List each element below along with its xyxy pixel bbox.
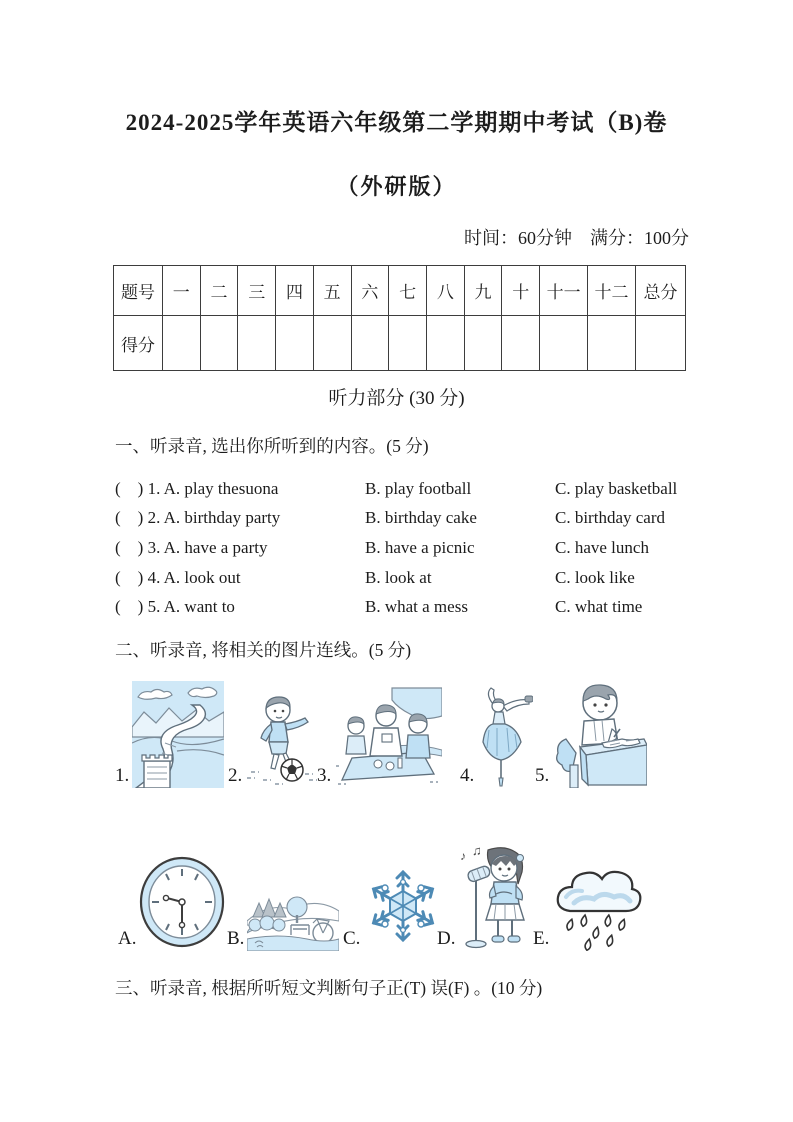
- family-picnic-icon: [334, 686, 442, 788]
- score-table-col: 八: [426, 266, 464, 316]
- picture-number: 1.: [115, 765, 130, 786]
- pictures-row-2: [115, 843, 695, 951]
- picture-number: 3.: [317, 765, 332, 786]
- option-a: A. want to: [163, 597, 235, 617]
- score-input-cell: [502, 316, 540, 371]
- option-a: A. look out: [163, 567, 241, 587]
- score-table-col: 十一: [540, 266, 588, 316]
- park-lake-icon: [247, 881, 339, 951]
- option-b: B. play football: [365, 478, 472, 498]
- svg-text:♪: ♪: [460, 849, 467, 863]
- score-table-col: 七: [389, 266, 427, 316]
- question-row: [115, 592, 690, 622]
- score-table-col: 四: [276, 266, 314, 316]
- answer-bracket: ( ) 5.: [115, 597, 161, 617]
- option-c: C. what time: [555, 597, 643, 617]
- score-table-col: 五: [313, 266, 351, 316]
- option-c: C. look like: [555, 567, 635, 587]
- score-table-header-row: [114, 266, 686, 316]
- picture-item-1: [115, 681, 224, 788]
- svg-text:♫: ♫: [472, 846, 483, 858]
- option-b: B. look at: [365, 567, 432, 587]
- score-input-cell: [389, 316, 427, 371]
- answer-bracket: ( ) 1.: [115, 478, 161, 498]
- ballet-dancer-icon: [477, 686, 533, 788]
- boy-writing-at-desk-icon: [552, 681, 647, 788]
- score-input-cell: [162, 316, 200, 371]
- time-and-score-info: 时间：60分钟 满分：100分: [464, 228, 689, 248]
- score-table-col: 九: [464, 266, 502, 316]
- question-row: [115, 533, 690, 563]
- score-input-cell: [276, 316, 314, 371]
- option-b: B. what a mess: [365, 597, 468, 617]
- score-input-cell: [464, 316, 502, 371]
- great-wall-icon: [132, 681, 224, 788]
- score-input-cell: [313, 316, 351, 371]
- score-table-row-label: 得分: [114, 316, 163, 371]
- score-table-score-row: [114, 316, 686, 371]
- picture-letter: B.: [227, 928, 245, 949]
- clock-icon: [139, 854, 225, 951]
- picture-item-a: [118, 854, 225, 951]
- option-a: A. have a party: [163, 537, 268, 557]
- snowflake-icon: [363, 861, 443, 951]
- option-c: C. have lunch: [555, 537, 649, 557]
- picture-item-3: [317, 686, 442, 788]
- option-b: B. have a picnic: [365, 537, 475, 557]
- score-table: [113, 265, 686, 371]
- picture-letter: E.: [533, 928, 550, 949]
- option-c: C. birthday card: [555, 508, 665, 528]
- picture-item-e: [533, 859, 644, 951]
- score-table-col: 十二: [588, 266, 636, 316]
- score-input-cell: [238, 316, 276, 371]
- picture-number: 5.: [535, 765, 550, 786]
- score-input-cell: [426, 316, 464, 371]
- question-row: [115, 563, 690, 593]
- picture-letter: C.: [343, 928, 361, 949]
- score-table-col: 一: [162, 266, 200, 316]
- score-table-col: 二: [200, 266, 238, 316]
- picture-item-d: [437, 846, 536, 951]
- section1-questions: [115, 474, 690, 622]
- option-a: A. birthday party: [163, 508, 281, 528]
- answer-bracket: ( ) 3.: [115, 537, 161, 557]
- option-c: C. play basketball: [555, 478, 678, 498]
- girl-singing-icon: [458, 846, 536, 951]
- picture-number: 2.: [228, 765, 243, 786]
- score-input-cell: [588, 316, 636, 371]
- page-title: 2024-2025学年英语六年级第二学期期中考试（B)卷: [125, 110, 668, 135]
- section1-instruction: 一、听录音, 选出你所听到的内容。(5 分): [115, 436, 429, 456]
- picture-number: 4.: [460, 765, 475, 786]
- page-subtitle: （外研版）: [336, 174, 457, 199]
- score-table-col: 六: [351, 266, 389, 316]
- answer-bracket: ( ) 2.: [115, 508, 161, 528]
- boy-playing-football-icon: [245, 694, 321, 788]
- section3-instruction: 三、听录音, 根据所听短文判断句子正(T) 误(F) 。(10 分): [115, 978, 543, 998]
- question-row: [115, 474, 690, 504]
- pictures-row-1: [115, 678, 695, 788]
- score-input-cell: [540, 316, 588, 371]
- picture-item-2: [228, 694, 321, 788]
- picture-item-5: [535, 681, 647, 788]
- picture-letter: A.: [118, 928, 137, 949]
- score-input-cell: [200, 316, 238, 371]
- picture-letter: D.: [437, 928, 456, 949]
- picture-item-c: [343, 861, 443, 951]
- score-table-col: 总分: [635, 266, 685, 316]
- score-table-col: 十: [502, 266, 540, 316]
- rain-cloud-icon: [552, 859, 644, 951]
- listening-part-heading: 听力部分 (30 分): [328, 388, 465, 409]
- answer-bracket: ( ) 4.: [115, 567, 161, 587]
- question-row: [115, 504, 690, 534]
- picture-item-4: [460, 686, 533, 788]
- score-input-cell: [635, 316, 685, 371]
- score-table-header-label: 题号: [114, 266, 163, 316]
- score-table-col: 三: [238, 266, 276, 316]
- option-a: A. play thesuona: [163, 478, 279, 498]
- score-input-cell: [351, 316, 389, 371]
- picture-item-b: [227, 881, 339, 951]
- option-b: B. birthday cake: [365, 508, 477, 528]
- section2-instruction: 二、听录音, 将相关的图片连线。(5 分): [115, 640, 412, 660]
